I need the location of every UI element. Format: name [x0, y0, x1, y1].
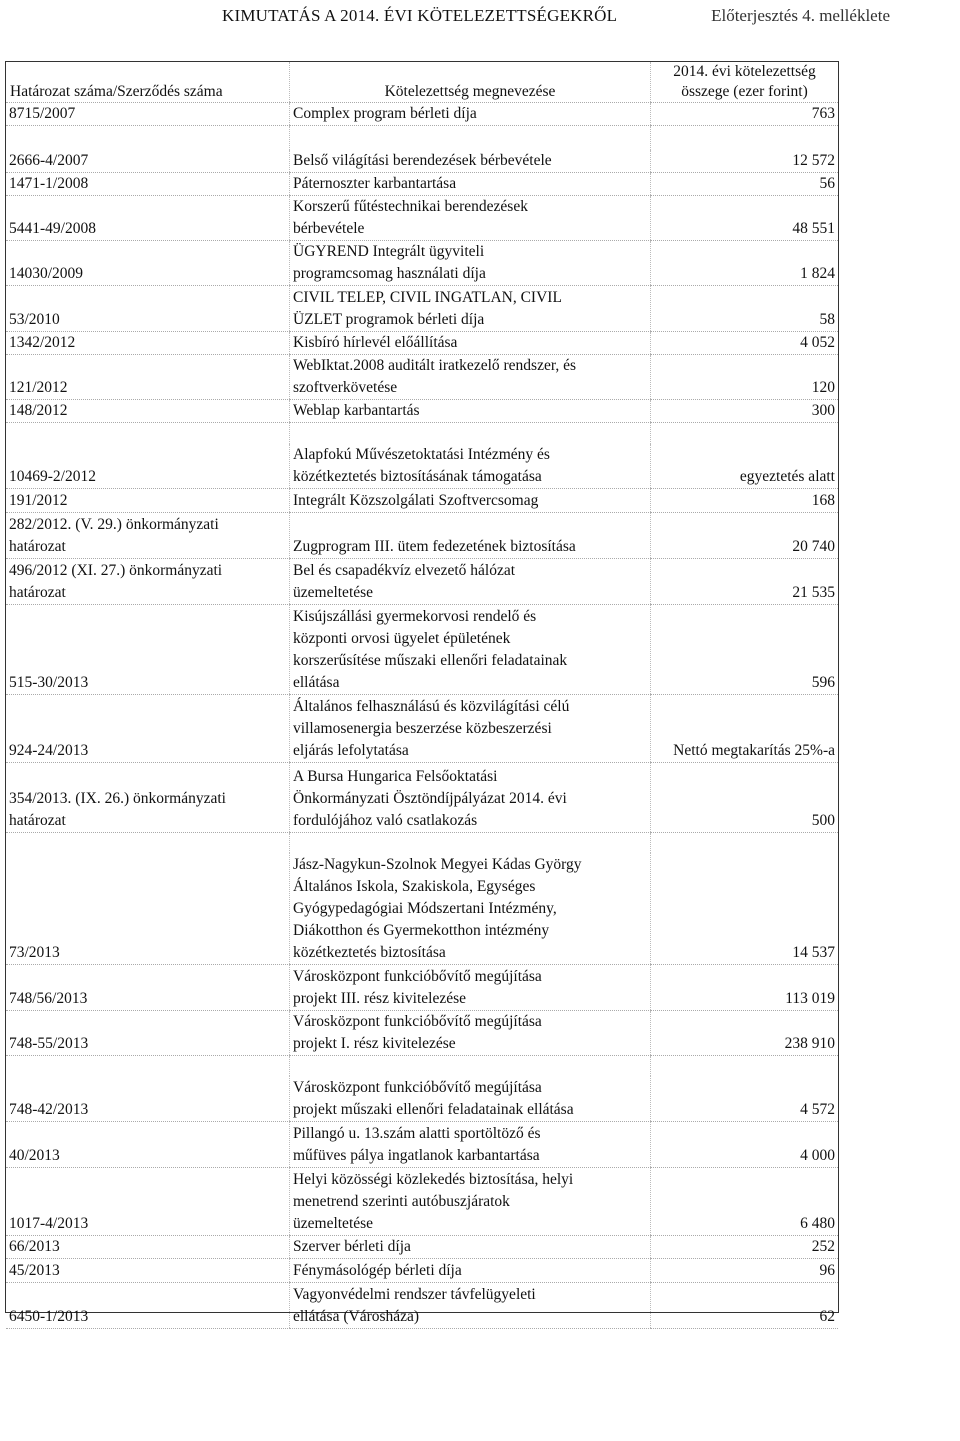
resolution-number-cell: 73/2013: [6, 853, 290, 965]
obligation-name-cell: [290, 695, 651, 763]
table-row: [6, 172, 838, 195]
obligation-name-line: Általános felhasználású és közvilágítási célú: [293, 698, 570, 715]
resolution-number-cell: 10469-2/2012: [6, 444, 290, 489]
resolution-number-line: 354/2013. (IX. 26.) önkormányzati: [9, 790, 226, 807]
amount-cell: 20 740: [651, 513, 839, 559]
obligation-name-line: üzemeltetése: [293, 584, 374, 601]
amount-cell: 4 052: [651, 331, 839, 354]
amount-cell: 4 000: [651, 1122, 839, 1168]
obligation-name-line: A Bursa Hungarica Felsőoktatási: [293, 768, 498, 785]
table-row: [6, 195, 838, 240]
table-row: [6, 1236, 838, 1259]
obligation-name-line: eljárás lefolytatása: [293, 742, 409, 759]
resolution-number-cell: 14030/2009: [6, 240, 290, 285]
obligation-name-line: Városközpont funkcióbővítő megújítása: [293, 968, 542, 985]
table-row: [6, 853, 838, 965]
amount-cell: 48 551: [651, 195, 839, 240]
obligation-name-line: projekt műszaki ellenőri feladatainak ellátása: [293, 1101, 574, 1118]
obligation-name-cell: [290, 1076, 651, 1122]
annex-label: Előterjesztés 4. melléklete: [711, 6, 890, 25]
amount-cell: 500: [651, 763, 839, 833]
obligation-name-cell: [290, 1122, 651, 1168]
column-header-resolution-number: Határozat száma/Szerződés száma: [6, 62, 290, 103]
table-row: [6, 150, 838, 173]
obligation-name-line: Gyógypedagógiai Módszertani Intézmény,: [293, 900, 557, 917]
resolution-number-cell: 148/2012: [6, 399, 290, 422]
amount-cell: 168: [651, 489, 839, 513]
obligation-name-cell: [290, 489, 651, 513]
resolution-number-line: határozat: [9, 812, 66, 829]
column-header-obligation-name: Kötelezettség megnevezése: [290, 62, 651, 103]
table-row: [6, 444, 838, 489]
resolution-number-cell: 40/2013: [6, 1122, 290, 1168]
obligation-name-line: bérbevétele: [293, 219, 365, 237]
column-header-amount: [651, 62, 839, 103]
table-row: [6, 354, 838, 399]
resolution-number-cell: 515-30/2013: [6, 605, 290, 695]
obligation-name-line: közétkeztetés biztosításának támogatása: [293, 468, 542, 485]
amount-cell: 4 572: [651, 1076, 839, 1122]
obligation-name-cell: [290, 513, 651, 559]
spacer-cell: [651, 126, 839, 150]
obligations-table: [6, 62, 838, 1329]
spacer-cell: [651, 833, 839, 853]
obligation-name-cell: [290, 763, 651, 833]
table-row: [6, 513, 838, 559]
resolution-number-cell: 5441-49/2008: [6, 195, 290, 240]
table-header-row: [6, 62, 838, 103]
obligation-name-line: Önkormányzati Ösztöndíjpályázat 2014. évi: [293, 790, 567, 807]
obligation-name-line: Korszerű fűtéstechnikai berendezések: [293, 197, 528, 215]
resolution-number-cell: 1017-4/2013: [6, 1168, 290, 1236]
spacer-cell: [6, 833, 290, 853]
resolution-number-cell: 1342/2012: [6, 331, 290, 354]
obligation-name-line: Városközpont funkcióbővítő megújítása: [293, 1079, 542, 1096]
obligation-name-line: Vagyonvédelmi rendszer távfelügyeleti: [293, 1286, 536, 1303]
amount-cell: 6 480: [651, 1168, 839, 1236]
amount-cell: 56: [651, 172, 839, 195]
table-row: [6, 1168, 838, 1236]
obligation-name-cell: [290, 1259, 651, 1283]
table-row: [6, 489, 838, 513]
obligation-name-line: fordulójához való csatlakozás: [293, 812, 478, 829]
spacer-row: [6, 422, 838, 444]
obligation-name-cell: [290, 285, 651, 331]
obligation-name-line: Integrált Közszolgálati Szoftvercsomag: [293, 492, 539, 509]
resolution-number-line: határozat: [9, 584, 66, 601]
obligation-name-cell: [290, 399, 651, 422]
amount-cell: 113 019: [651, 965, 839, 1011]
resolution-number-cell: 1471-1/2008: [6, 172, 290, 195]
obligation-name-cell: [290, 150, 651, 173]
obligation-name-line: Bel és csapadékvíz elvezető hálózat: [293, 562, 516, 579]
resolution-number-line: 496/2012 (XI. 27.) önkormányzati: [9, 562, 223, 579]
table-row: [6, 559, 838, 605]
amount-cell: 14 537: [651, 853, 839, 965]
amount-cell: 596: [651, 605, 839, 695]
obligation-name-cell: [290, 1168, 651, 1236]
resolution-number-cell: 45/2013: [6, 1259, 290, 1283]
amount-cell: 21 535: [651, 559, 839, 605]
obligation-name-cell: [290, 103, 651, 126]
table-row: [6, 1122, 838, 1168]
resolution-number-cell: 748-42/2013: [6, 1076, 290, 1122]
resolution-number-line: határozat: [9, 538, 66, 555]
spacer-cell: [290, 422, 651, 444]
obligations-table-frame: [5, 61, 839, 1325]
resolution-number-cell: 53/2010: [6, 285, 290, 331]
resolution-number-cell: [6, 559, 290, 605]
obligation-name-cell: [290, 1236, 651, 1259]
obligation-name-cell: [290, 965, 651, 1011]
spacer-cell: [651, 1056, 839, 1076]
spacer-cell: [290, 126, 651, 150]
resolution-number-cell: [6, 763, 290, 833]
obligation-name-line: projekt I. rész kivitelezése: [293, 1035, 456, 1052]
obligation-name-line: korszerűsítése műszaki ellenőri feladatainak: [293, 652, 568, 669]
obligation-name-line: szoftverkövetése: [293, 378, 398, 396]
obligation-name-line: Jász-Nagykun-Szolnok Megyei Kádas György: [293, 856, 582, 873]
obligation-name-cell: [290, 354, 651, 399]
spacer-row: [6, 1056, 838, 1076]
amount-cell: 252: [651, 1236, 839, 1259]
obligation-name-line: ellátása: [293, 674, 340, 691]
table-row: [6, 240, 838, 285]
amount-cell: egyeztetés alatt: [651, 444, 839, 489]
obligation-name-line: programcsomag használati díja: [293, 264, 486, 282]
amount-cell: Nettó megtakarítás 25%-a: [651, 695, 839, 763]
obligation-name-line: Kisújszállási gyermekorvosi rendelő és: [293, 608, 537, 625]
obligation-name-line: üzemeltetése: [293, 1215, 374, 1232]
obligation-name-line: Weblap karbantartás: [293, 401, 420, 419]
amount-cell: 120: [651, 354, 839, 399]
resolution-number-cell: 748/56/2013: [6, 965, 290, 1011]
obligation-name-cell: [290, 605, 651, 695]
obligation-name-line: ÜZLET programok bérleti díja: [293, 310, 485, 328]
table-row: [6, 285, 838, 331]
amount-cell: 12 572: [651, 150, 839, 173]
spacer-cell: [6, 126, 290, 150]
amount-cell: 1 824: [651, 240, 839, 285]
amount-cell: 62: [651, 1283, 839, 1329]
amount-cell: 238 910: [651, 1011, 839, 1056]
obligation-name-line: Pillangó u. 13.szám alatti sportöltöző és: [293, 1125, 541, 1142]
obligation-name-line: Szerver bérleti díja: [293, 1238, 411, 1255]
obligation-name-line: központi orvosi ügyelet épületének: [293, 630, 511, 647]
obligation-name-cell: [290, 444, 651, 489]
column-header-amount-line2: összege (ezer forint): [681, 83, 808, 100]
resolution-number-cell: 8715/2007: [6, 103, 290, 126]
resolution-number-line: 282/2012. (V. 29.) önkormányzati: [9, 516, 219, 533]
obligation-name-line: villamosenergia beszerzése közbeszerzési: [293, 720, 552, 737]
obligation-name-cell: [290, 559, 651, 605]
obligation-name-line: Általános Iskola, Szakiskola, Egységes: [293, 878, 536, 895]
resolution-number-cell: 2666-4/2007: [6, 150, 290, 173]
obligation-name-line: projekt III. rész kivitelezése: [293, 990, 466, 1007]
obligation-name-line: Városközpont funkcióbővítő megújítása: [293, 1013, 542, 1030]
table-row: [6, 331, 838, 354]
obligation-name-line: Complex program bérleti díja: [293, 105, 477, 122]
table-row: [6, 965, 838, 1011]
amount-cell: 300: [651, 399, 839, 422]
obligation-name-line: Alapfokú Művészetoktatási Intézmény és: [293, 446, 550, 463]
obligation-name-line: Diákotthon és Gyermekotthon intézmény: [293, 922, 550, 939]
amount-cell: 96: [651, 1259, 839, 1283]
spacer-row: [6, 833, 838, 853]
obligation-name-cell: [290, 1283, 651, 1329]
table-row: [6, 695, 838, 763]
table-row: [6, 763, 838, 833]
obligation-name-line: menetrend szerinti autóbuszjáratok: [293, 1193, 510, 1210]
obligation-name-cell: [290, 172, 651, 195]
spacer-row: [6, 126, 838, 150]
resolution-number-cell: 6450-1/2013: [6, 1283, 290, 1329]
resolution-number-cell: 748-55/2013: [6, 1011, 290, 1056]
spacer-cell: [290, 833, 651, 853]
table-row: [6, 399, 838, 422]
obligation-name-line: műfüves pálya ingatlanok karbantartása: [293, 1147, 540, 1164]
spacer-cell: [290, 1056, 651, 1076]
table-row: [6, 1011, 838, 1056]
amount-cell: 763: [651, 103, 839, 126]
table-row: [6, 1076, 838, 1122]
obligation-name-line: CIVIL TELEP, CIVIL INGATLAN, CIVIL: [293, 288, 562, 306]
resolution-number-cell: 121/2012: [6, 354, 290, 399]
obligation-name-cell: [290, 1011, 651, 1056]
obligation-name-line: Fénymásológép bérleti díja: [293, 1262, 462, 1279]
spacer-cell: [651, 422, 839, 444]
resolution-number-cell: 924-24/2013: [6, 695, 290, 763]
obligation-name-cell: [290, 195, 651, 240]
obligation-name-cell: [290, 331, 651, 354]
table-row: [6, 1283, 838, 1329]
obligation-name-line: Kisbíró hírlevél előállítása: [293, 333, 458, 351]
table-row: [6, 103, 838, 126]
obligation-name-line: közétkeztetés biztosítása: [293, 944, 446, 961]
spacer-cell: [6, 1056, 290, 1076]
resolution-number-cell: [6, 513, 290, 559]
obligation-name-line: ellátása (Városháza): [293, 1308, 420, 1325]
obligation-name-line: Páternoszter karbantartása: [293, 174, 457, 192]
obligation-name-cell: [290, 853, 651, 965]
column-header-amount-line1: 2014. évi kötelezettség: [673, 63, 816, 80]
spacer-cell: [6, 422, 290, 444]
obligation-name-line: Zugprogram III. ütem fedezetének biztosítása: [293, 538, 576, 555]
obligation-name-line: WebIktat.2008 auditált iratkezelő rendszer, és: [293, 356, 577, 374]
document-title: KIMUTATÁS A 2014. ÉVI KÖTELEZETTSÉGEKRŐL: [222, 6, 618, 25]
resolution-number-cell: 66/2013: [6, 1236, 290, 1259]
resolution-number-cell: 191/2012: [6, 489, 290, 513]
table-row: [6, 605, 838, 695]
obligation-name-line: Helyi közösségi közlekedés biztosítása, helyi: [293, 1171, 574, 1188]
page-header: [0, 6, 960, 30]
table-row: [6, 1259, 838, 1283]
obligation-name-line: ÜGYREND Integrált ügyviteli: [293, 242, 485, 260]
obligation-name-cell: [290, 240, 651, 285]
obligation-name-line: Belső világítási berendezések bérbevétele: [293, 151, 552, 169]
amount-cell: 58: [651, 285, 839, 331]
